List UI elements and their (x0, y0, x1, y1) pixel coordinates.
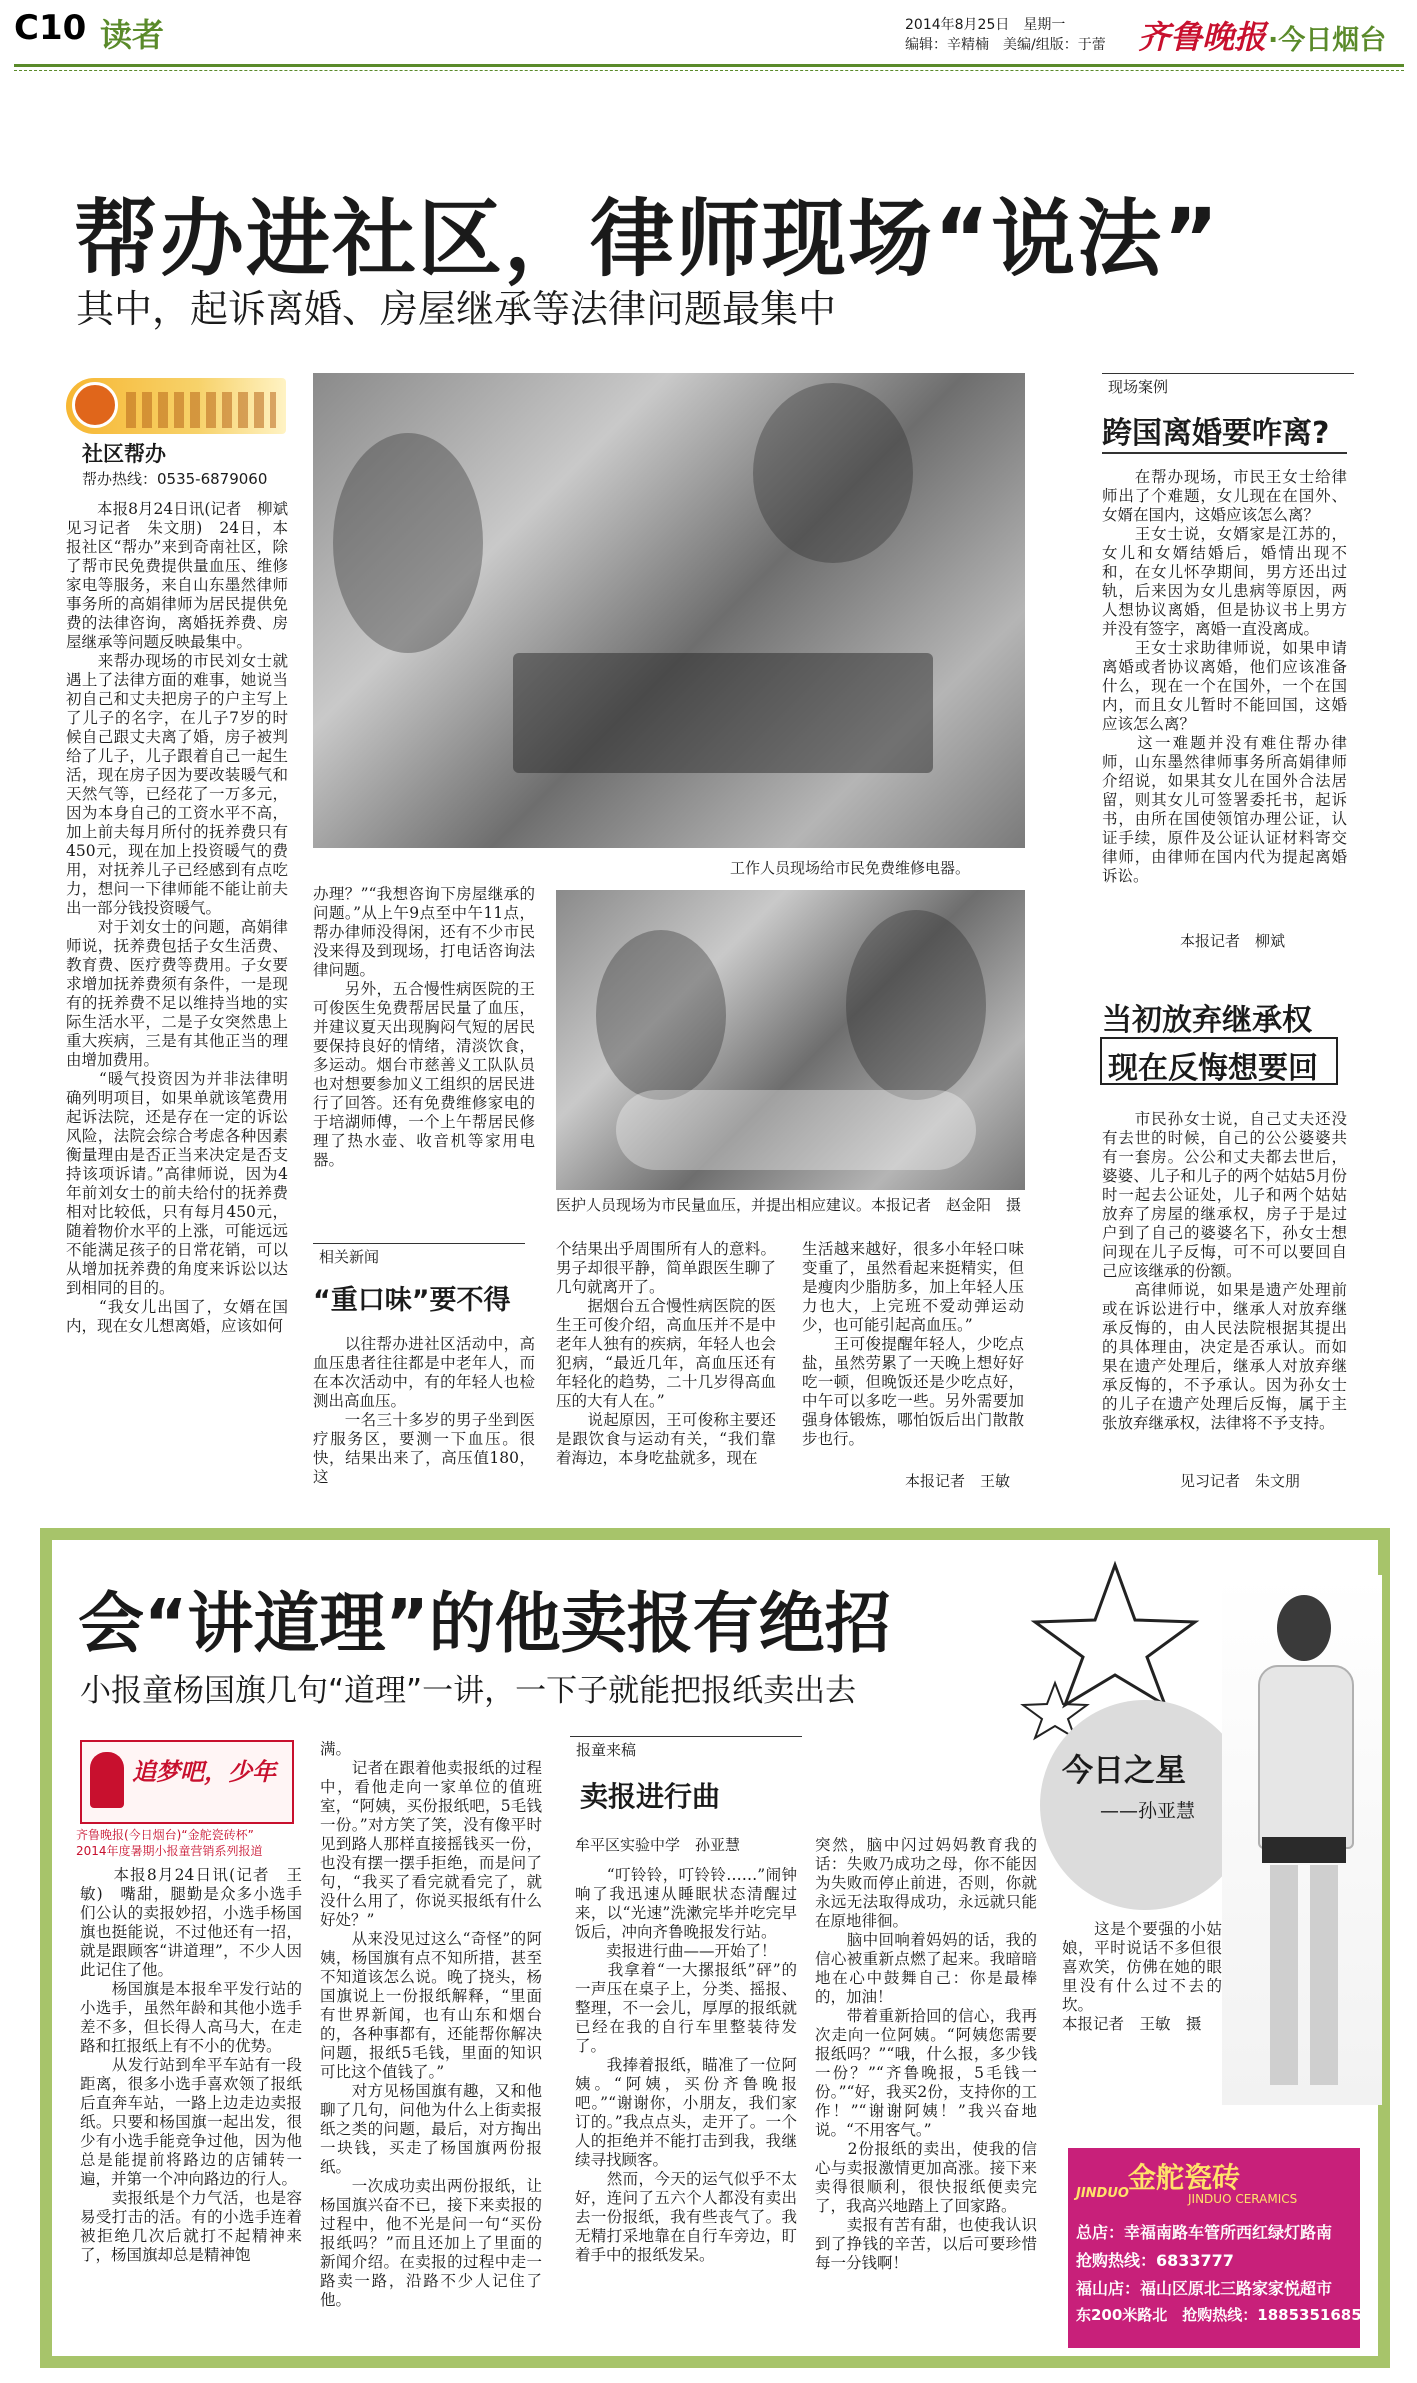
dream-logo-note-2: 2014年度暑期小报童营销系列报道 (76, 1844, 263, 1858)
feature-column-1: 本报8月24日讯(记者 王敏) 嘴甜，腿勤是众多小选手们公认的卖报妙招，小选手杨国旗也挺能说，不过他还有一招，就是跟顾客“讲道理”，不少人因此记住了他。 杨国旗是本报牟平发行站的小选手，虽然年龄和其他小选手差不多，但长得人高马大，在走路和扛报纸上有不小的优势。 从发行站到牟平车站有一段距离，很多小选手喜欢领了报纸后直奔车站，一路上边走边卖报纸。只要和杨国旗一起出发，很少有小选手能竞争过他，因为他总是能提前将路边的店铺转一遍，并第一个冲向路边的行人。 卖报纸是个力气活，也是容易受打击的活。有的小选手连着被拒绝几次后就打不起精神来了，杨国旗却总是精神饱 (80, 1866, 302, 2264)
ad-brand: 金舵瓷砖 (1128, 2161, 1241, 2194)
star-of-day-label: 今日之星 (1062, 1753, 1186, 1789)
star-caption: 这是个要强的小姑娘，平时说话不多但很喜欢笑，仿佛在她的眼里没有什么过不去的坎。 本报记者 王敏 摄 (1062, 1920, 1222, 2033)
photo-blood-pressure (556, 890, 1025, 1190)
ad-brand-pinyin: JINDUO (1076, 2186, 1129, 2201)
case2-byline: 见习记者 朱文朋 (1180, 1472, 1301, 1490)
feature-subtitle: 小报童杨国旗几句“道理”一讲，一下子就能把报纸卖出去 (80, 1673, 857, 1709)
skyline-icon (126, 392, 276, 428)
lead-subtitle: 其中，起诉离婚、房屋继承等法律问题最集中 (76, 287, 837, 331)
ad-line-3: 福山店：福山区原北三路家家悦超市 (1076, 2279, 1333, 2298)
essay-author: 牟平区实验中学 孙亚慧 (575, 1836, 741, 1854)
header-dotted-rule (14, 70, 1404, 71)
related-column-2: 个结果出乎周围所有人的意料。男子却很平静，简单跟医生聊了几句就离开了。 据烟台五合慢性病医院的医生王可俊介绍，高血压并不是中老年人独有的疾病，年轻人也会犯病，“最近几年，高血压还有年轻化的趋势，二十几岁得高血压的大有人在。” 说起原因，王可俊称主要还是跟饮食与运动有关，“我们靠着海边，本身吃盐就多，现在 (556, 1240, 776, 1467)
lead-column-2: 办理？”“我想咨询下房屋继承的问题。”从上午9点至中午11点，帮办律师没得闲，还有不少市民没来得及到现场，打电话咨询法律问题。 另外，五合慢性病医院的王可俊医生免费帮居民量了血压，并建议夏天出现胸闷气短的居民要保持良好的情绪，清淡饮食，多运动。烟台市慈善义工队队员也对想要参加义工组织的居民进行了回答。还有免费维修家电的于培湖师傅，一个上午帮居民修理了热水壶、收音机等家用电器。 (313, 885, 535, 1169)
date-line: 2014年8月25日 星期一 (905, 17, 1066, 33)
editors-line: 编辑：辛精楠 美编/组版：于蕾 (905, 37, 1106, 53)
essay-column-2: 突然，脑中闪过妈妈教育我的话：失败乃成功之母，你不能因为失败而停止前进，否则，你就永远无法取得成功，永远就只能在原地徘徊。 脑中回响着妈妈的话，我的信心被重新点燃了起来。我暗暗地在心中鼓舞自己：你是最棒的，加油！ 带着重新拾回的信心，我再次走向一位阿姨。“阿姨您需要报纸吗？”“哦，什么报，多少钱一份？”“齐鲁晚报，5毛钱一份。”“好，我买2份，支持你的工作！”“谢谢阿姨！”我兴奋地说。“不用客气。” 2份报纸的卖出，使我的信心与卖报激情更加高涨。接下来卖得很顺利，很快报纸便卖完了，我高兴地踏上了回家路。 卖报有苦有甜，也使我认识到了挣钱的辛苦，以后可要珍惜每一分钱啊！ (815, 1836, 1037, 2272)
case2-title-box (1100, 1037, 1338, 1085)
related-news-title: “重口味”要不得 (313, 1285, 511, 1316)
photo-repair-appliances (313, 373, 1025, 848)
related-column-3: 生活越来越好，很多小年轻口味变重了，虽然看起来挺精实，但是瘦肉少脂肪多，加上年轻人压力也大，上完班不爱动弹运动少，也可能引起高血压。” 王可俊提醒年轻人，少吃点盐，虽然劳累了一天晚上想好好吃一顿，但晚饭还是少吃点好，中午可以多吃一些。另外需要加强身体锻炼，哪怕饭后出门散散步也行。 (802, 1240, 1024, 1448)
related-news-tag: 相关新闻 (313, 1243, 525, 1269)
essay-title: 卖报进行曲 (580, 1780, 721, 1813)
case2-title-line2: 现在反悔想要回 (1108, 1051, 1318, 1086)
runner-icon (90, 1752, 124, 1808)
section-name: 读者 (100, 16, 165, 54)
case1-body: 在帮办现场，市民王女士给律师出了个难题，女儿现在在国外、女婿在国内，这婚应该怎么离？ 王女士说，女婿家是江苏的，女儿和女婿结婚后，婚情出现不和，在女儿怀孕期间，男方还出过轨，后来因为女儿患病等原因，两人想协议离婚，但是协议书上男方并没有签字，离婚一直没离成。 王女士求助律师说，如果申请离婚或者协议离婚，他们应该准备什么，现在一个在国外，一个在国内，而且女儿暂时不能回国，这婚应该怎么离？ 这一难题并没有难住帮办律师，山东墨然律师事务所高娟律师介绍说，如果其女儿在国外合法居留，则其女儿可签署委托书，起诉书，由所在国使领馆办理公证，认证手续，原件及公证认证材料寄交律师，由律师在国内代为提起离婚诉讼。 (1102, 468, 1347, 885)
case2-title-line1: 当初放弃继承权 (1102, 1003, 1312, 1038)
case1-rule (1102, 452, 1347, 454)
hotline: 帮办热线：0535-6879060 (82, 470, 268, 488)
case1-title: 跨国离婚要咋离? (1102, 416, 1330, 451)
ad-line-1: 总店：幸福南路车管所西红绿灯路南 (1076, 2223, 1333, 2242)
photo-star-girl (1222, 1575, 1382, 2105)
header-rule (14, 64, 1404, 67)
edition-name: ·今日烟台 (1268, 25, 1387, 56)
case-tag: 现场案例 (1102, 373, 1354, 399)
related-column-1: 以往帮办进社区活动中，高血压患者往往都是中老年人，而在本次活动中，有的年轻人也检测出高血压。 一名三十多岁的男子坐到医疗服务区，要测一下血压。很快，结果出来了，高压值180，这 (313, 1335, 535, 1486)
community-help-logo (66, 378, 286, 434)
photo-repair-caption: 工作人员现场给市民免费维修电器。 (730, 859, 971, 877)
essay-tag: 报童来稿 (570, 1736, 802, 1762)
page-number: C10 (14, 8, 87, 48)
dream-logo (80, 1740, 294, 1824)
star-of-day-name: ——孙亚慧 (1100, 1800, 1196, 1822)
ad-line-4: 东200米路北 抢购热线：18853516858 (1076, 2306, 1373, 2324)
related-byline: 本报记者 王敏 (905, 1472, 1011, 1490)
lead-title: 帮办进社区，律师现场“说法” (74, 190, 1221, 288)
essay-column-1: “叮铃铃，叮铃铃……”闹钟响了我迅速从睡眠状态清醒过来，以“光速”洗漱完毕并吃完早饭后，冲向齐鲁晚报发行站。 卖报进行曲——开始了！ 我拿着“一大摞报纸”砰”的一声压在桌子上，分类、摇报、整理，不一会儿，厚厚的报纸就已经在我的自行车里整装待发了。 我捧着报纸，瞄准了一位阿姨。“阿姨，买份齐鲁晚报吧。”“谢谢你，小朋友，我们家订的。”我点点头，走开了。一个人的拒绝并不能打击到我，我继续寻找顾客。 然而，今天的运气似乎不太好，连问了五六个人都没有卖出去一份报纸，我有些丧气了。我无精打采地靠在自行车旁边，盯着手中的报纸发呆。 (575, 1866, 797, 2264)
lead-column-1: 本报8月24日讯(记者 柳斌 见习记者 朱文朋) 24日，本报社区“帮办”来到奇南社区，除了帮市民免费提供量血压、维修家电等服务，来自山东墨然律师事务所的高娟律师为居民提供免费的法律咨询，离婚抚养费、房屋继承等问题反映最集中。 来帮办现场的市民刘女士就遇上了法律方面的难事，她说当初自己和丈夫把房子的户主写上了儿子的名字，在儿子7岁的时候自己跟丈夫离了婚，房子被判给了儿子，儿子跟着自己一起生活，现在房子因为要改装暖气和天然气等，已经花了一万多元，因为本身自己的工资水平不高，加上前夫每月所付的抚养费只有450元，现在加上投资暖气的费用，对抚养儿子已经感到有点吃力，想问一下律师能不能让前夫出一部分钱投资暖气。 对于刘女士的问题，高娟律师说，抚养费包括子女生活费、教育费、医疗费等费用。子女要求增加抚养费须有条件，一是现有的抚养费不足以维持当地的实际生活水平，二是子女突然患上重大疾病，三是有其他正当的理由增加费用。 “暖气投资因为并非法律明确列明项目，如果单就该笔费用起诉法院，还是存在一定的诉讼风险，法院会综合考虑各种因素衡量理由是否正当来决定是否支持该项诉请。”高律师说，因为4年前刘女士的前夫给付的抚养费相对比较低，只有每月450元，随着物价水平的上涨，可能远远不能满足孩子的日常花销，可以从增加抚养费的角度来诉讼以达到相同的目的。 “我女儿出国了，女婿在国内，现在女儿想离婚，应该如何 (66, 500, 288, 1335)
photo-blood-pressure-caption: 医护人员现场为市民量血压，并提出相应建议。本报记者 赵金阳 摄 (556, 1196, 1022, 1214)
case1-byline: 本报记者 柳斌 (1180, 932, 1286, 950)
feature-title: 会“讲道理”的他卖报有绝招 (78, 1585, 891, 1662)
dream-logo-note-1: 齐鲁晚报(今日烟台)“金舵瓷砖杯” (76, 1828, 254, 1842)
community-help-label: 社区帮办 (82, 442, 166, 466)
advertisement (1068, 2148, 1373, 2348)
dream-logo-text: 追梦吧，少年 (132, 1758, 276, 1786)
paper-name: 齐鲁晚报 (1138, 18, 1267, 56)
case2-body: 市民孙女士说，自己丈夫还没有去世的时候，自己的公公婆婆共有一套房。公公和丈夫都去世后，婆婆、儿子和儿子的两个姑姑5月份时一起去公证处，儿子和两个姑姑放弃了房屋的继承权，房子于是过户到了自己的婆婆名下，孙女士想问现在儿子反悔，可不可以要回自己应该继承的份额。 高律师说，如果是遗产处理前或在诉讼进行中，继承人对放弃继承反悔的，由人民法院根据其提出的具体理由，决定是否承认。而如果在遗产处理后，继承人对放弃继承反悔的，不予承认。因为孙女士的儿子在遗产处理后反悔，属于主张放弃继承权，法律将不予支持。 (1102, 1110, 1347, 1432)
feature-column-2: 满。 记者在跟着他卖报纸的过程中，看他走向一家单位的值班室，“阿姨，买份报纸吧，5毛钱一份。”对方笑了笑，没有像平时见到路人那样直接摇钱买一份，也没有摆一摆手拒绝，而是问了句，“我买了看完就看完了，就没什么用了，你说买报纸有什么好处？” 从来没见过这么“奇怪”的阿姨，杨国旗有点不知所措，甚至不知道该怎么说。晚了挠头，杨国旗说上一份报纸解释，“里面有世界新闻，也有山东和烟台的，各种事都有，还能帮你解决问题，报纸5毛钱，里面的知识可比这个值钱了。” 对方见杨国旗有趣，又和他聊了几句，问他为什么上街卖报纸之类的问题，最后，对方掏出一块钱，买走了杨国旗两份报纸。 一次成功卖出两份报纸，让杨国旗兴奋不已，接下来卖报的过程中，他不光是问一句“买份报纸吗？”而且还加上了里面的新闻介绍。在卖报的过程中走一路卖一路，沿路不少人记住了他。 (320, 1740, 542, 2309)
ad-brand-en: JINDUO CERAMICS (1188, 2192, 1298, 2206)
headphone-icon (72, 382, 118, 428)
ad-line-2: 抢购热线：6833777 (1076, 2251, 1234, 2270)
